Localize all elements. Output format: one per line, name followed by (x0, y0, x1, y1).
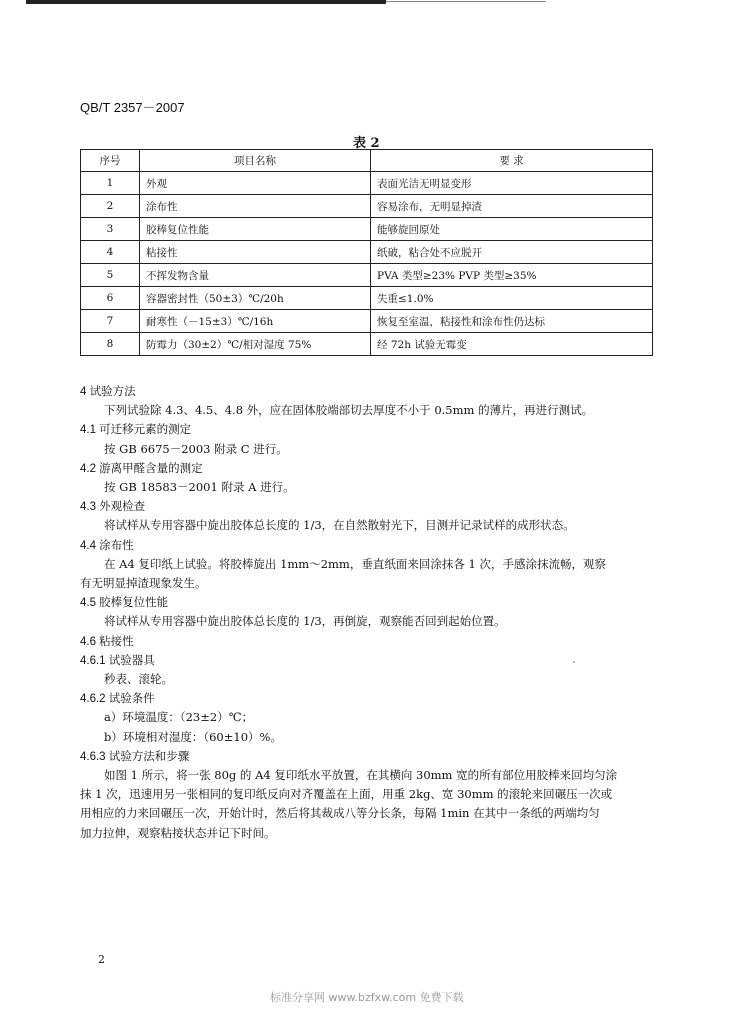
column-header: 要 求 (371, 150, 653, 172)
table-row (81, 310, 653, 333)
header-rule-thin (386, 1, 546, 2)
table-header-row (81, 150, 653, 172)
item-name-cell: 耐寒性（－15±3）℃/16h (140, 310, 371, 333)
requirement-cell: 经 72h 试验无霉变 (371, 333, 653, 356)
section-heading: 4.3 外观检查 (80, 501, 146, 514)
paragraph-line: 将试样从专用容器中旋出胶体总长度的 1/3，再倒旋，观察能否回到起始位置。 (104, 614, 506, 629)
column-header: 序号 (81, 150, 140, 172)
requirements-table (80, 149, 653, 356)
requirement-cell: 容易涂布，无明显掉渣 (371, 195, 653, 218)
row-number-cell: 6 (81, 287, 140, 310)
section-heading: 4.6 粘接性 (80, 635, 134, 648)
row-number-cell: 7 (81, 310, 140, 333)
paragraph-line: b）环境相对湿度：（60±10）%。 (104, 729, 282, 744)
paragraph-line: a）环境温度：（23±2）℃； (104, 710, 254, 725)
requirement-cell: 表面光洁无明显变形 (371, 172, 653, 195)
table-row (81, 264, 653, 287)
item-name-cell: 不挥发物含量 (140, 264, 371, 287)
table-row (81, 195, 653, 218)
requirement-cell: 失重≤1.0% (371, 287, 653, 310)
table-row (81, 218, 653, 241)
section-heading: 4 试验方法 (80, 386, 136, 398)
table-body (81, 172, 653, 356)
paragraph-line: 有无明显掉渣现象发生。 (80, 576, 207, 590)
standard-code: QB/T 2357－2007 (80, 100, 185, 115)
section-heading: 4.1 可迁移元素的测定 (80, 424, 192, 437)
row-number-cell: 3 (81, 218, 140, 241)
column-header: 项目名称 (140, 150, 371, 172)
paragraph-line: 抹 1 次，迅速用另一张相同的复印纸反向对齐覆盖在上面，用重 2kg、宽 30mm 的滚轮来回碾压一次或 (80, 787, 613, 802)
requirement-cell: 能够旋回原处 (371, 218, 653, 241)
section-heading: 4.4 涂布性 (80, 539, 134, 552)
section-heading: 4.6.3 试验方法和步骤 (80, 750, 190, 763)
item-name-cell: 防霉力（30±2）℃/相对湿度 75% (140, 333, 371, 356)
item-name-cell: 粘接性 (140, 241, 371, 264)
row-number-cell: 4 (81, 241, 140, 264)
item-name-cell: 容器密封性（50±3）℃/20h (140, 287, 371, 310)
item-name-cell: 外观 (140, 172, 371, 195)
paragraph-line: 加力拉伸，观察粘接状态并记下时间。 (80, 825, 276, 840)
paragraph-line: 按 GB 18583－2001 附录 A 进行。 (104, 480, 295, 494)
table-row (81, 241, 653, 264)
paragraph-line: 按 GB 6675－2003 附录 C 进行。 (104, 441, 288, 456)
requirement-cell: 纸破，粘合处不应脱开 (371, 241, 653, 264)
header-rule (26, 0, 386, 4)
section-heading: 4.2 游离甲醛含量的测定 (80, 462, 203, 475)
section-heading: 4.6.2 试验条件 (80, 693, 155, 706)
row-number-cell: 8 (81, 333, 140, 356)
watermark: 标准分享网 www.bzfxw.com 免费下载 (270, 991, 464, 1004)
table-row (81, 172, 653, 195)
item-name-cell: 涂布性 (140, 195, 371, 218)
paragraph-line: 在 A4 复印纸上试验。将胶棒旋出 1mm～2mm，垂直纸面来回涂抹各 1 次，手感涂抹流畅，观察 (104, 556, 606, 571)
page-number: 2 (98, 953, 105, 966)
section-heading: 4.5 胶棒复位性能 (80, 597, 169, 610)
table-row (81, 333, 653, 356)
paragraph-line: 如图 1 所示，将一张 80g 的 A4 复印纸水平放置，在其横向 30mm 宽的所有部位用胶棒来回均匀涂 (104, 768, 618, 782)
section-heading: 4.6.1 试验器具 (80, 654, 155, 667)
requirement-cell: PVA 类型≥23% PVP 类型≥35% (371, 264, 653, 287)
paragraph-line: 秒表、滚轮。 (104, 672, 173, 686)
requirement-cell: 恢复至室温，粘接性和涂布性仍达标 (371, 310, 653, 333)
paragraph-line: 用相应的力来回碾压一次，开始计时，然后将其裁成八等分长条，每隔 1min 在其中一条纸的两端均匀 (80, 806, 600, 821)
item-name-cell: 胶棒复位性能 (140, 218, 371, 241)
row-number-cell: 1 (81, 172, 140, 195)
row-number-cell: 2 (81, 195, 140, 218)
scan-speck (573, 661, 575, 663)
row-number-cell: 5 (81, 264, 140, 287)
table-row (81, 287, 653, 310)
table-caption: 表 2 (353, 136, 380, 151)
paragraph-line: 下列试验除 4.3、4.5、4.8 外，应在固体胶端部切去厚度不小于 0.5mm 的薄片，再进行测试。 (104, 403, 594, 418)
paragraph-line: 将试样从专用容器中旋出胶体总长度的 1/3，在自然散射光下，目测并记录试样的成形状态。 (104, 518, 575, 533)
